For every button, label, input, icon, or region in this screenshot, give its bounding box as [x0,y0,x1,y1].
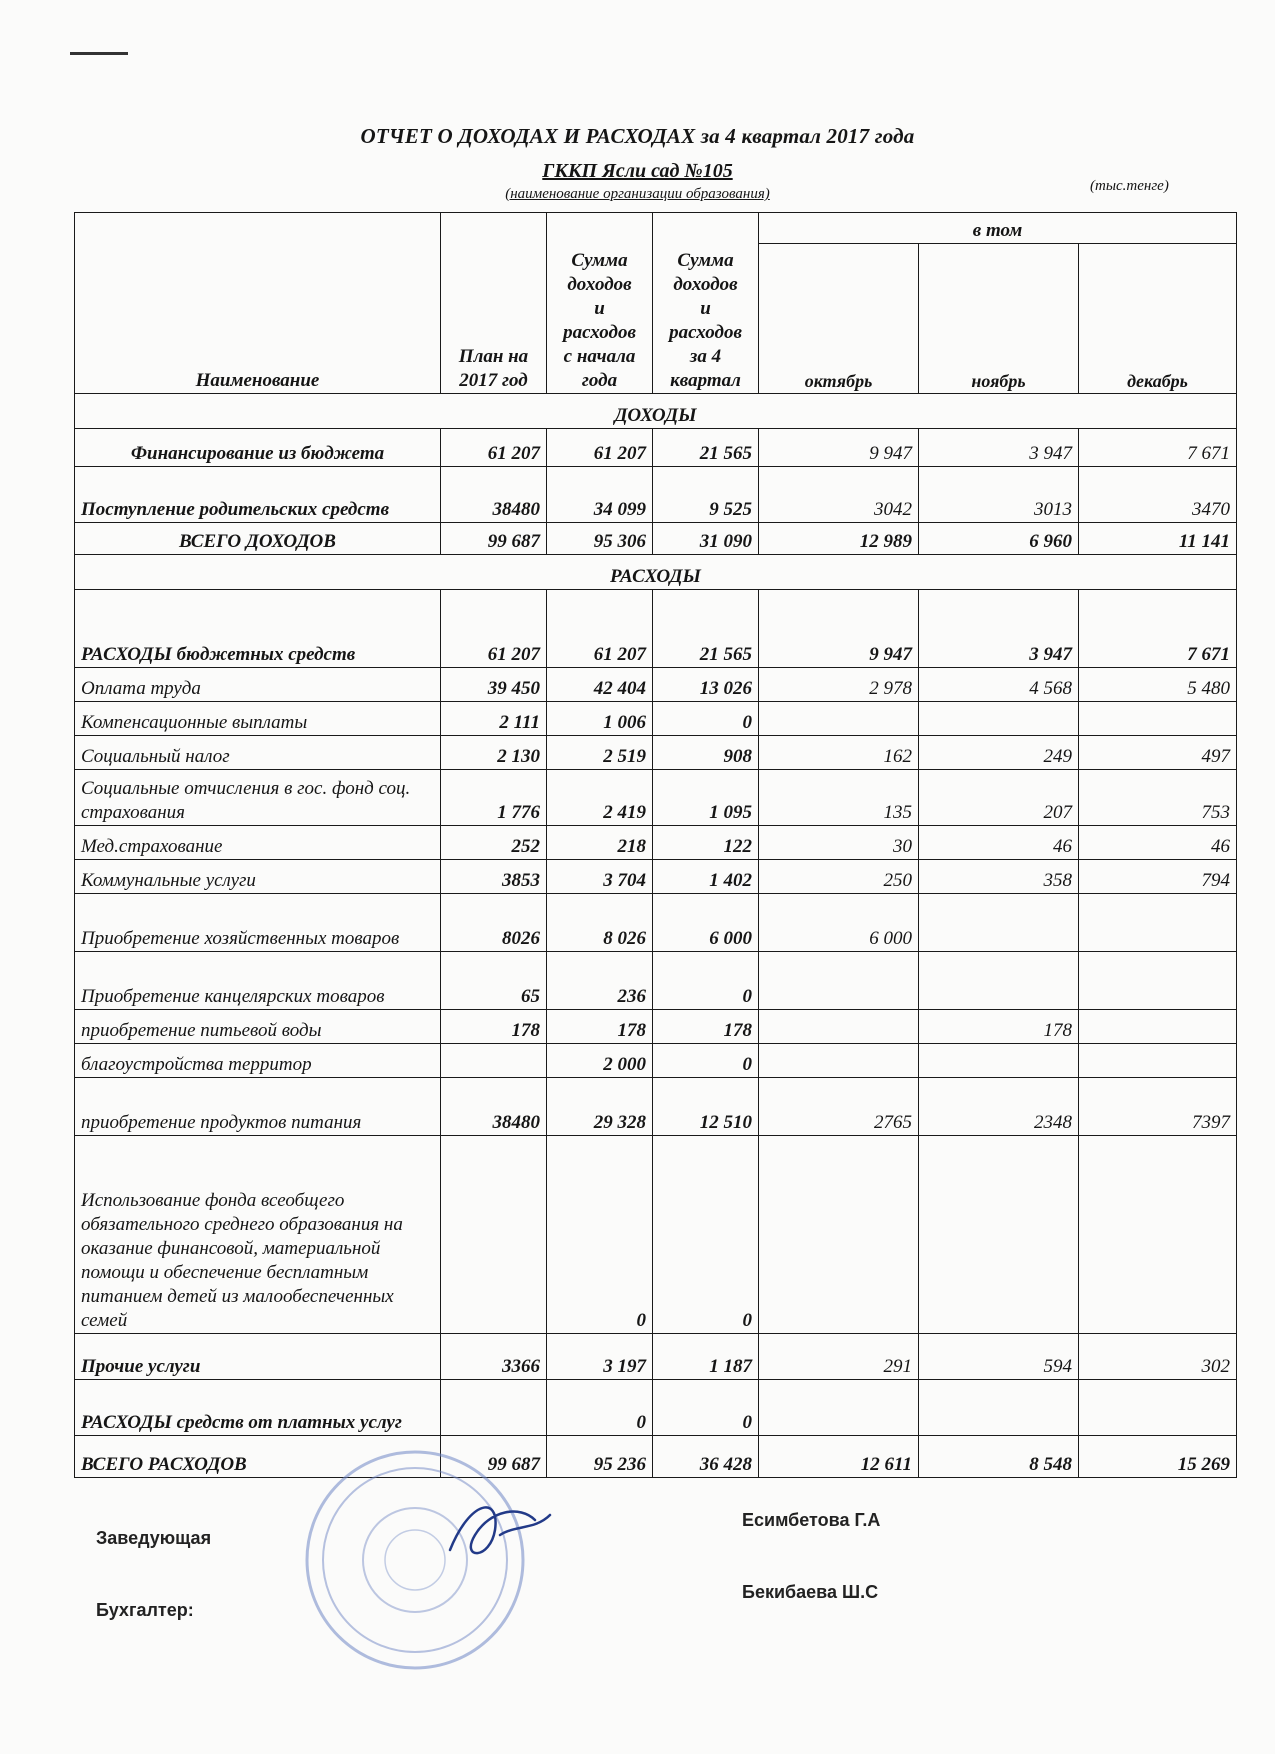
col-dec-header: декабрь [1079,244,1237,394]
expense-row [75,860,1237,894]
cell-dec: 5 480 [1079,668,1237,702]
expense-section-row [75,555,1237,590]
row-label: Мед.страхование [75,826,441,860]
cell-oct [759,702,919,736]
row-label: Приобретение канцелярских товаров [75,952,441,1010]
organization-note: (наименование организации образования) [505,186,770,202]
cell-ytd: 1 006 [547,702,653,736]
row-label: Использование фонда всеобщего обязательного среднего образования на оказание финансовой, материальной помощи и обеспечение бесплатным питанием детей из малообеспеченных семей [75,1136,441,1334]
cell-oct [759,1380,919,1436]
col-oct-header: октябрь [759,244,919,394]
cell-dec: 302 [1079,1334,1237,1380]
cell-dec [1079,702,1237,736]
row-label: Коммунальные услуги [75,860,441,894]
cell-dec: 15 269 [1079,1436,1237,1478]
cell-nov: 207 [919,770,1079,826]
row-label: Социальные отчисления в гос. фонд соц. страхования [75,770,441,826]
cell-plan: 39 450 [441,668,547,702]
cell-ytd: 42 404 [547,668,653,702]
cell-q4: 0 [653,1136,759,1334]
cell-oct [759,1010,919,1044]
expense-section-title: РАСХОДЫ [75,555,1237,590]
row-label: Прочие услуги [75,1334,441,1380]
income-section-row [75,394,1237,429]
cell-plan: 38480 [441,467,547,523]
expense-row [75,952,1237,1010]
expense-row [75,1436,1237,1478]
accountant-title: Бухгалтер: [96,1600,194,1620]
cell-q4: 122 [653,826,759,860]
cell-dec: 753 [1079,770,1237,826]
cell-dec: 3470 [1079,467,1237,523]
expense-row [75,1380,1237,1436]
cell-plan [441,1380,547,1436]
cell-q4: 13 026 [653,668,759,702]
row-label: Приобретение хозяйственных товаров [75,894,441,952]
cell-plan: 65 [441,952,547,1010]
cell-q4: 0 [653,1044,759,1078]
cell-dec: 497 [1079,736,1237,770]
cell-q4: 1 187 [653,1334,759,1380]
cell-dec: 7 671 [1079,590,1237,668]
cell-dec: 7 671 [1079,429,1237,467]
cell-dec [1079,1136,1237,1334]
row-label: Социальный налог [75,736,441,770]
cell-q4: 36 428 [653,1436,759,1478]
cell-nov: 178 [919,1010,1079,1044]
cell-q4: 1 402 [653,860,759,894]
cell-ytd: 2 419 [547,770,653,826]
head-title: Заведующая [96,1528,212,1548]
expense-row [75,736,1237,770]
cell-dec [1079,952,1237,1010]
cell-q4: 1 095 [653,770,759,826]
cell-q4: 9 525 [653,467,759,523]
col-q4-header: Сумма доходов и расходов за 4 квартал [653,213,759,394]
cell-nov: 249 [919,736,1079,770]
cell-plan [441,1044,547,1078]
cell-nov: 4 568 [919,668,1079,702]
cell-oct [759,1044,919,1078]
cell-oct: 162 [759,736,919,770]
cell-nov: 3 947 [919,590,1079,668]
row-label: приобретение продуктов питания [75,1078,441,1136]
organization-name: ГККП Ясли сад №105 [542,160,733,182]
cell-q4: 21 565 [653,429,759,467]
cell-ytd: 218 [547,826,653,860]
cell-oct: 2 978 [759,668,919,702]
cell-oct: 9 947 [759,429,919,467]
cell-plan: 8026 [441,894,547,952]
cell-oct [759,952,919,1010]
cell-q4: 12 510 [653,1078,759,1136]
row-label: приобретение питьевой воды [75,1010,441,1044]
expense-row [75,1010,1237,1044]
cell-nov: 6 960 [919,523,1079,555]
cell-nov: 358 [919,860,1079,894]
cell-ytd: 236 [547,952,653,1010]
cell-oct: 3042 [759,467,919,523]
cell-q4: 0 [653,952,759,1010]
cell-q4: 178 [653,1010,759,1044]
cell-plan: 2 111 [441,702,547,736]
report-table [74,212,1237,1478]
units-label: (тыс.тенге) [1090,178,1169,194]
expense-row [75,826,1237,860]
cell-nov: 3013 [919,467,1079,523]
cell-ytd: 95 306 [547,523,653,555]
cell-nov: 46 [919,826,1079,860]
income-row [75,523,1237,555]
cell-q4: 0 [653,702,759,736]
head-name: Есимбетова Г.А [742,1510,881,1530]
expense-rows [75,590,1237,1478]
cell-ytd: 178 [547,1010,653,1044]
cell-oct [759,1136,919,1334]
cell-nov: 8 548 [919,1436,1079,1478]
cell-plan: 3366 [441,1334,547,1380]
col-group-header: в том [759,213,1237,244]
cell-oct: 12 989 [759,523,919,555]
cell-oct: 30 [759,826,919,860]
col-nov-header: ноябрь [919,244,1079,394]
cell-ytd: 0 [547,1136,653,1334]
row-label: Оплата труда [75,668,441,702]
row-label: Компенсационные выплаты [75,702,441,736]
income-row [75,467,1237,523]
cell-oct: 135 [759,770,919,826]
cell-q4: 6 000 [653,894,759,952]
cell-q4: 31 090 [653,523,759,555]
cell-nov [919,1044,1079,1078]
cell-dec: 11 141 [1079,523,1237,555]
cell-q4: 21 565 [653,590,759,668]
cell-nov: 594 [919,1334,1079,1380]
cell-plan: 61 207 [441,590,547,668]
expense-row [75,1044,1237,1078]
cell-dec: 7397 [1079,1078,1237,1136]
cell-nov [919,952,1079,1010]
expense-row [75,1078,1237,1136]
col-ytd-header: Сумма доходов и расходов с начала года [547,213,653,394]
report-title: ОТЧЕТ О ДОХОДАХ И РАСХОДАХ за 4 квартал 2017 года [360,124,915,148]
row-label: ВСЕГО ДОХОДОВ [75,523,441,555]
cell-ytd: 61 207 [547,429,653,467]
cell-plan: 178 [441,1010,547,1044]
expense-row [75,1136,1237,1334]
signature-mark [440,1490,560,1570]
row-label: Финансирование из бюджета [75,429,441,467]
expense-row [75,770,1237,826]
expense-row [75,590,1237,668]
expense-row [75,702,1237,736]
accountant-name: Бекибаева Ш.С [742,1582,879,1602]
expense-row [75,1334,1237,1380]
cell-nov [919,702,1079,736]
row-label: благоустройства территор [75,1044,441,1078]
cell-dec [1079,1010,1237,1044]
cell-nov: 2348 [919,1078,1079,1136]
expense-row [75,894,1237,952]
cell-plan: 61 207 [441,429,547,467]
row-label: ВСЕГО РАСХОДОВ [75,1436,441,1478]
cell-q4: 0 [653,1380,759,1436]
cell-plan: 38480 [441,1078,547,1136]
cell-oct: 250 [759,860,919,894]
cell-plan: 3853 [441,860,547,894]
cell-ytd: 34 099 [547,467,653,523]
cell-ytd: 3 197 [547,1334,653,1380]
cell-ytd: 2 519 [547,736,653,770]
cell-nov [919,1380,1079,1436]
col-plan-header: План на 2017 год [441,213,547,394]
cell-dec: 794 [1079,860,1237,894]
cell-ytd: 29 328 [547,1078,653,1136]
cell-ytd: 2 000 [547,1044,653,1078]
cell-plan: 252 [441,826,547,860]
cell-q4: 908 [653,736,759,770]
cell-oct: 6 000 [759,894,919,952]
cell-plan: 1 776 [441,770,547,826]
header-row [75,213,1237,244]
cell-oct: 9 947 [759,590,919,668]
cell-nov [919,894,1079,952]
row-label: РАСХОДЫ средств от платных услуг [75,1380,441,1436]
cell-plan [441,1136,547,1334]
cell-dec [1079,1380,1237,1436]
col-name-header: Наименование [75,213,441,394]
cell-dec [1079,894,1237,952]
expense-row [75,668,1237,702]
cell-oct: 291 [759,1334,919,1380]
cell-ytd: 0 [547,1380,653,1436]
income-section-title: ДОХОДЫ [75,394,1237,429]
income-rows [75,429,1237,555]
row-label: Поступление родительских средств [75,467,441,523]
cell-ytd: 61 207 [547,590,653,668]
cell-nov: 3 947 [919,429,1079,467]
cell-plan: 99 687 [441,523,547,555]
cell-plan: 99 687 [441,1436,547,1478]
cell-ytd: 8 026 [547,894,653,952]
cell-dec: 46 [1079,826,1237,860]
cell-ytd: 95 236 [547,1436,653,1478]
cell-oct: 2765 [759,1078,919,1136]
scan-mark [70,52,128,55]
cell-plan: 2 130 [441,736,547,770]
income-row [75,429,1237,467]
cell-nov [919,1136,1079,1334]
cell-ytd: 3 704 [547,860,653,894]
row-label: РАСХОДЫ бюджетных средств [75,590,441,668]
cell-dec [1079,1044,1237,1078]
cell-oct: 12 611 [759,1436,919,1478]
